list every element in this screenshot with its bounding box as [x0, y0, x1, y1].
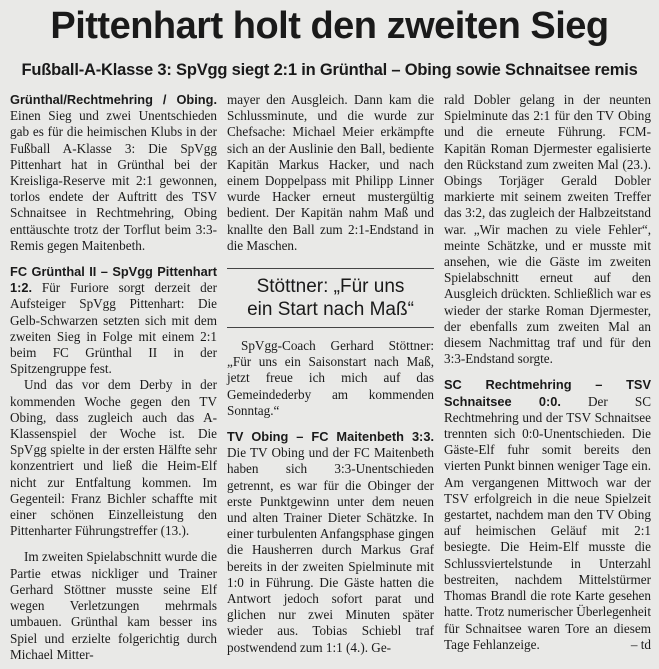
match-2-text: Die TV Obing und der FC Maitenbeth haben sich 3:3-Unentschieden getrennt, es war für die Obinger der erste Punktgewinn unter dem neuen und alten Trainer Dieter Schätzke. In einer turbulenten Anfangsphase gingen die Hausherren durch Markus Graf bereits in der zweiten Spielminute mit 1:0 in Führung. Die Gäste hatten die Antwort jedoch sofort parat und glichen nur zwei Minuten später wieder aus. Tobias Schiebl traf postwendend zum 1:1 (4.). Ge-: [227, 445, 434, 655]
paragraph-match-1: [10, 264, 217, 377]
pull-quote-line-2: ein Start nach Maß“: [247, 299, 414, 321]
headline: Pittenhart holt den zweiten Sieg: [50, 5, 609, 47]
match-3-text: Der SC Rechtmehring und der TSV Schnaitsee trennten sich 0:0-Unentschieden. Die Gäste-Elf fuhr somit bereits den vierten Punkt binnen weniger Tage ein. Am vergangenen Mittwoch war der TSV erfolgreich in die neue Spielzeit gestartet, nachdem man den TV Obing auf heimischen Geläuf mit 2:1 besiegte. Die Heim-Elf musste die Schlussviertelstunde in Unterzahl bestreiten, nachdem Mittelstürmer Thomas Brandl die rote Karte gesehen hatte. Trotz numerischer Überlegenheit für Schnaitsee waren Tore an diesem Tage Fehlanzeige.: [444, 393, 651, 652]
subheadline: Fußball-A-Klasse 3: SpVgg siegt 2:1 in Grünthal – Obing sowie Schnaitsee remis: [21, 61, 638, 79]
article-column-1: [10, 92, 217, 663]
paragraph-goal: mayer den Ausgleich. Dann kam die Schlussminute, und die wurde zur Chefsache: Michael Meier erkämpfte sich an der Auslinie den Ball, bediente Kapitän Markus Hacker, und nach einem Doppelpass mit Philipp Linner wurde Hacker erneut mustergültig bedient. Der Kapitän nahm Maß und knallte den Ball zum 2:1-Endstand in die Maschen.: [227, 92, 434, 253]
author-signature: – td: [630, 636, 651, 652]
paragraph-match-2: [227, 429, 434, 656]
intro-text: Einen Sieg und zwei Unentschieden gab es für die heimischen Klubs in der Fußball A-Klasse 3: Die SpVgg Pittenhart hat in Grünthal bei der Kreisliga-Reserve mit 2:1 gewonnen, torlos endete der Auftritt des TSV Schnaitsee in Rechtmehring, Obing enttäuschte trotz der Torflut beim 3:3-Remis gegen Maitenbeth.: [10, 108, 217, 253]
paragraph-obing-continued: rald Dobler gelang in der neunten Spielminute das 2:1 für den TV Obing und die erneute Führung. FCM-Kapitän Roman Djermester egalisierte den Rückstand zum zweiten Mal (23.). Obings Torjäger Gerald Dobler markierte mit seinem zweiten Treffer das 3:2, das zugleich der Halbzeitstand war. „Wir machen zu viele Fehler“, meinte Schätzke, und er musste mit ansehen, wie die Gäste im zweiten Spielabschnitt erneut auf den Ausgleich drückten. Schließlich war es wieder der starke Roman Djermester, der ebenfalls zum zweiten Mal an diesem Nachmittag traf und für den 3:3-Endstand sorgte.: [444, 92, 651, 367]
paragraph-match-3: [444, 377, 651, 652]
paragraph-intro: [10, 92, 217, 254]
paragraph-second-half: Im zweiten Spielabschnitt wurde die Partie etwas nickliger und Trainer Gerhard Stöttner musste seine Elf wegen Verletzungen mehrmals umbauen. Grünthal kam besser ins Spiel und erzielte folgerichtig durch Michael Mitter-: [10, 549, 217, 662]
match-heading-obing-maitenbeth: TV Obing – FC Maitenbeth 3:3.: [227, 429, 434, 445]
match-heading-rechtmehring-schnaitsee: SC Rechtmehring – TSV Schnaitsee 0:0.: [444, 377, 651, 409]
paragraph-coach-quote: SpVgg-Coach Gerhard Stöttner: „Für uns ein Saisonstart nach Maß, jetzt freue ich mich auf das Gemeindederby am kommenden Sonntag.“: [227, 338, 434, 418]
match-1-text: Für Furiore sorgt derzeit der Aufsteiger SpVgg Pittenhart: Die Gelb-Schwarzen setzten sich mit dem zweiten Sieg in Folge mit einem 2:1 beim FC Grünthal II in der Spitzengruppe fest.: [10, 280, 217, 377]
match-heading-gruenthal-pittenhart: FC Grünthal II – SpVgg Pittenhart 1:2.: [10, 264, 217, 296]
pull-quote: [227, 268, 434, 328]
dateline: Grünthal/Rechtmehring / Obing.: [10, 92, 217, 107]
article-column-3: [444, 92, 651, 653]
pull-quote-line-1: Stöttner: „Für uns: [256, 276, 405, 298]
article-column-2: [227, 92, 434, 656]
paragraph-derby: Und das vor dem Derby in der kommenden Woche gegen den TV Obing, dass zugleich auch das A-Klassenspiel der Woche ist. Die SpVgg spielte in der ersten Hälfte sehr konzentriert und ließ die Heim-Elf nicht zur Entfaltung kommen. Im Gegenteil: Franz Bichler schaffte mit einer schönen Einzelleistung den Pittenharter Führungstreffer (13.).: [10, 377, 217, 539]
